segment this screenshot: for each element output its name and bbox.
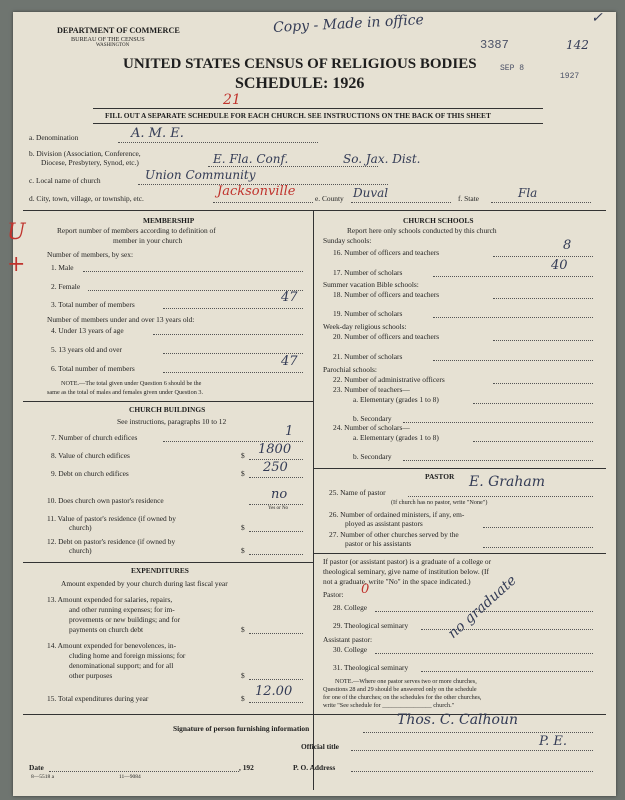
q25-label: 25. Name of pastor [329, 488, 386, 497]
q5-label: 5. 13 years old and over [51, 345, 123, 354]
pastor-note: NOTE.—Where one pastor serves two or more churches, [335, 678, 477, 685]
form-title: UNITED STATES CENSUS OF RELIGIOUS BODIES [123, 56, 477, 72]
local-name-label: c. Local name of church [29, 176, 101, 185]
instruction-banner: FILL OUT A SEPARATE SCHEDULE FOR EACH CHURCH. SEE INSTRUCTIONS ON THE BACK OF THIS SHEET [105, 111, 491, 120]
stamp-year: 1927 [560, 72, 580, 81]
census-schedule-page [7, 10, 616, 796]
membership-note-2: same as the total of males and females given under Question 3. [47, 389, 204, 396]
q8-dollar: $ [241, 451, 245, 460]
q30-label: 30. College [333, 645, 368, 654]
county-value: Duval [353, 186, 389, 200]
q26-label-2: ployed as assistant pastors [345, 519, 423, 528]
date-label: Date [29, 763, 44, 772]
q13-label-3: provements or new buildings; and for [69, 615, 181, 624]
q24b-label: b. Secondary [353, 452, 392, 461]
q21-label: 21. Number of scholars [333, 352, 403, 361]
pastor-note-2: Questions 28 and 29 should be answered only on the schedule [323, 686, 477, 693]
q23b-label: b. Secondary [353, 414, 392, 423]
q11-label: 11. Value of pastor's residence (if owned by [47, 514, 176, 523]
membership-intro: Report number of members according to definition of [57, 226, 216, 235]
summer-label: Summer vacation Bible schools: [323, 280, 419, 289]
corner-number: 142 [566, 38, 589, 52]
q14-label-2: cluding home and foreign missions; for [69, 651, 186, 660]
parochial-label: Parochial schools: [323, 365, 377, 374]
division-label: b. Division (Association, Conference, [29, 149, 141, 158]
buildings-title: CHURCH BUILDINGS [129, 405, 206, 414]
year-label: , 192 [239, 763, 254, 772]
membership-note: NOTE.—The total given under Question 6 should be the [61, 380, 202, 387]
buildings-sub: See instructions, paragraphs 10 to 12 [117, 417, 227, 426]
q14-label-3: denominational support; and for all [69, 661, 174, 670]
q29-label: 29. Theological seminary [333, 621, 409, 630]
q16-label: 16. Number of officers and teachers [333, 248, 440, 257]
q13-dollar: $ [241, 625, 245, 634]
q6-label: 6. Total number of members [51, 364, 135, 373]
membership-intro-2: member in your church [113, 236, 183, 245]
q14-label-4: other purposes [69, 671, 113, 680]
dept-heading: DEPARTMENT OF COMMERCE [57, 26, 180, 35]
q31-label: 31. Theological seminary [333, 663, 409, 672]
red-mark-u: U [7, 220, 26, 245]
q1-label: 1. Male [51, 263, 74, 272]
q15-label: 15. Total expenditures during year [47, 694, 149, 703]
q10-value: no [271, 487, 288, 502]
q3-label: 3. Total number of members [51, 300, 135, 309]
expenditures-title: EXPENDITURES [131, 566, 189, 575]
q12-dollar: $ [241, 546, 245, 555]
pastor-title: PASTOR [425, 472, 455, 481]
q17-value: 40 [551, 258, 568, 273]
under-over-label: Number of members under and over 13 years old: [47, 315, 195, 324]
q22-label: 22. Number of administrative officers [333, 375, 445, 384]
q24-label: 24. Number of scholars— [333, 423, 410, 432]
q17-label: 17. Number of scholars [333, 268, 403, 277]
stamp-number: 3387 [480, 38, 509, 52]
graduate-note-3: not a graduate, write "No" in the space indicated.) [323, 577, 471, 586]
schools-title: CHURCH SCHOOLS [403, 216, 474, 225]
check-mark: ✓ [591, 10, 603, 26]
q2-label: 2. Female [51, 282, 81, 291]
q24a-label: a. Elementary (grades 1 to 8) [353, 433, 439, 442]
q26-label: 26. Number of ordained ministers, if any, em- [329, 510, 465, 519]
pastor-mark: 0 [361, 582, 370, 597]
city-label: d. City, town, village, or township, etc. [29, 194, 144, 203]
q11-dollar: $ [241, 523, 245, 532]
q9-label: 9. Debt on church edifices [51, 469, 129, 478]
q3-value: 47 [281, 290, 298, 305]
bureau-heading: BUREAU OF THE CENSUS [71, 36, 145, 43]
q19-label: 19. Number of scholars [333, 309, 403, 318]
form-number: 8—5518 a [31, 774, 55, 780]
q13-label-2: and other running expenses; for im- [69, 605, 175, 614]
q13-label-4: payments on church debt [69, 625, 144, 634]
q27-label: 27. Number of other churches served by the [329, 530, 459, 539]
q10-label: 10. Does church own pastor's residence [47, 496, 164, 505]
graduate-note-2: theological seminary, give name of institution below. (If [323, 567, 489, 576]
q8-label: 8. Value of church edifices [51, 451, 130, 460]
q15-value: 12.00 [255, 684, 293, 699]
print-number: 11—9084 [119, 774, 141, 780]
state-label: f. State [458, 194, 479, 203]
q9-dollar: $ [241, 469, 245, 478]
state-value: Fla [518, 186, 538, 200]
q4-label: 4. Under 13 years of age [51, 326, 124, 335]
schools-sub: Report here only schools conducted by this church [347, 226, 497, 235]
q28-label: 28. College [333, 603, 368, 612]
signature-value: Thos. C. Calhoun [397, 712, 518, 728]
city-heading: WASHINGTON [96, 43, 130, 48]
q18-label: 18. Number of officers and teachers [333, 290, 440, 299]
division-value: E. Fla. Conf. [213, 152, 289, 166]
q12-label-2: church) [69, 546, 92, 555]
district-value: So. Jax. Dist. [343, 152, 421, 166]
q14-label: 14. Amount expended for benevolences, in- [47, 641, 177, 650]
q27-label-2: pastor or his assistants [345, 539, 412, 548]
official-title-label: Official title [301, 742, 339, 751]
denomination-label: a. Denomination [29, 133, 79, 142]
q7-value: 1 [285, 424, 294, 439]
pastor-label: Pastor: [323, 590, 344, 599]
weekday-label: Week-day religious schools: [323, 322, 407, 331]
po-address-label: P. O. Address [293, 763, 336, 772]
membership-title: MEMBERSHIP [143, 216, 195, 225]
local-name-value: Union Community [145, 168, 256, 182]
division-label-2: Diocese, Presbytery, Synod, etc.) [41, 158, 139, 167]
q25-value: E. Graham [469, 474, 545, 490]
q13-label: 13. Amount expended for salaries, repairs, [47, 595, 173, 604]
pastor-note-3: for one of the churches; on the schedules for the other churches, [323, 694, 482, 701]
q16-value: 8 [563, 238, 572, 253]
q23-label: 23. Number of teachers— [333, 385, 410, 394]
q23a-label: a. Elementary (grades 1 to 8) [353, 395, 439, 404]
by-sex-label: Number of members, by sex: [47, 250, 133, 259]
q8-value: 1800 [258, 442, 292, 457]
assistant-label: Assistant pastor: [323, 635, 373, 644]
sunday-label: Sunday schools: [323, 236, 372, 245]
signature-label: Signature of person furnishing information [173, 724, 310, 733]
red-mark-plus: + [7, 252, 26, 277]
graduate-note: If pastor (or assistant pastor) is a graduate of a college or [323, 557, 492, 566]
red-number: 21 [223, 92, 241, 108]
q11-label-2: church) [69, 523, 92, 532]
pastor-note-4: write "See schedule for ________________ church." [323, 702, 455, 709]
form-subtitle: SCHEDULE: 1926 [235, 75, 365, 92]
q15-dollar: $ [241, 694, 245, 703]
q6-value: 47 [281, 354, 298, 369]
no-graduate-note: no graduate [445, 572, 520, 642]
copy-note: Copy - Made in office [272, 12, 425, 36]
q7-label: 7. Number of church edifices [51, 433, 138, 442]
q12-label: 12. Debt on pastor's residence (if owned by [47, 537, 176, 546]
q20-label: 20. Number of officers and teachers [333, 332, 440, 341]
q25-note: (If church has no pastor, write "None") [391, 499, 488, 506]
denomination-value: A. M. E. [131, 126, 184, 141]
city-value: Jacksonville [217, 184, 296, 199]
county-label: e. County [315, 194, 344, 203]
q14-dollar: $ [241, 671, 245, 680]
expenditures-sub: Amount expended by your church during last fiscal year [61, 579, 228, 588]
official-title-value: P. E. [539, 734, 567, 749]
stamp-date: SEP 8 [500, 64, 525, 73]
q9-value: 250 [263, 460, 288, 475]
yes-no-hint: Yes or No [268, 506, 289, 511]
